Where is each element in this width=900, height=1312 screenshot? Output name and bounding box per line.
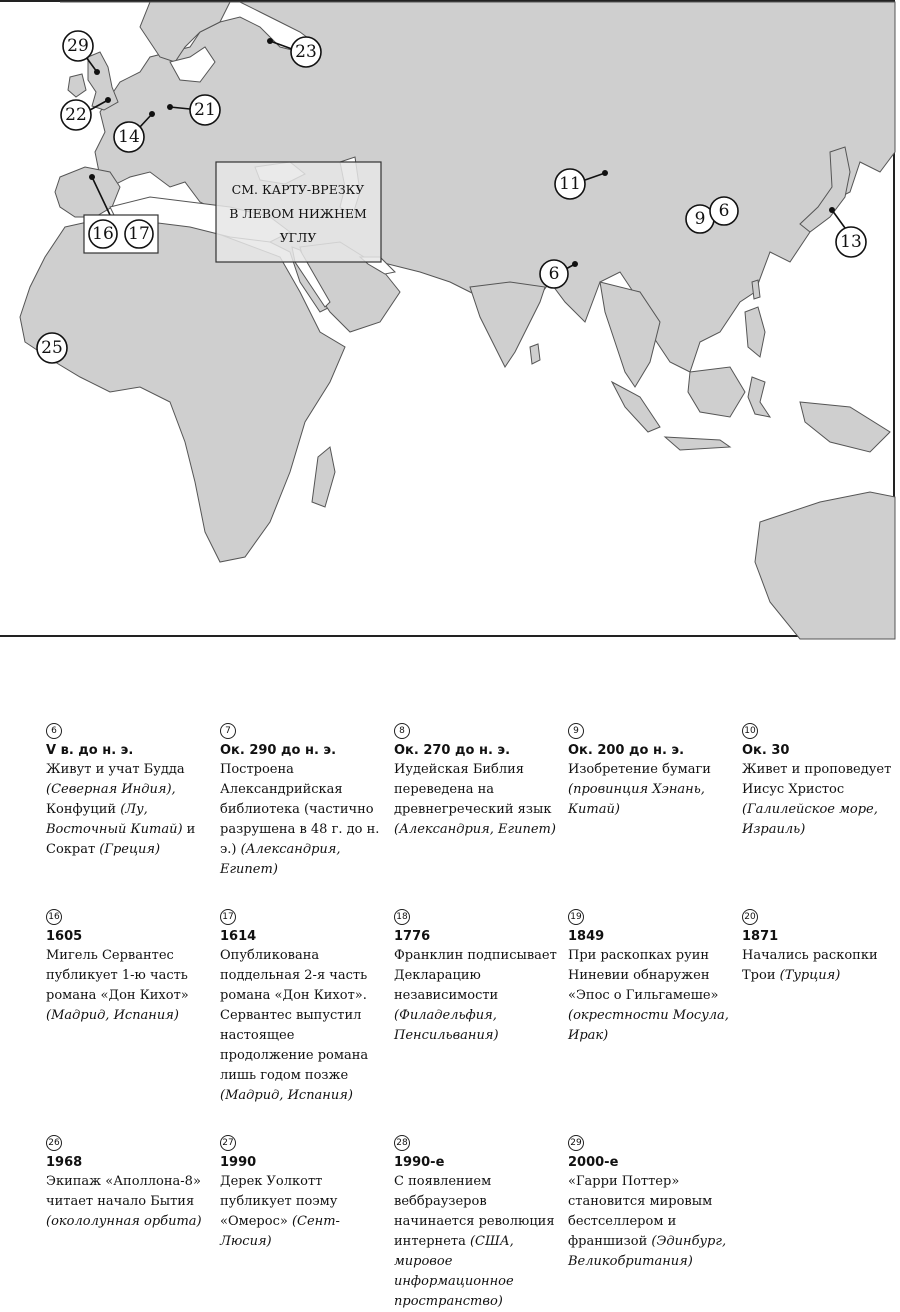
borneo-island xyxy=(688,367,745,417)
svg-text:14: 14 xyxy=(118,127,140,147)
svg-text:УГЛУ: УГЛУ xyxy=(279,230,317,245)
entry-date: Ок. 200 до н. э. xyxy=(568,743,685,758)
entry-description: Дерек Уолкотт публикует поэму «Омерос» (Сент-Люсия) xyxy=(220,1174,340,1249)
entry-date: 2000-е xyxy=(568,1155,619,1170)
entry-description: Иудейская Библия переведена на древнегреческий язык (Александрия, Египет) xyxy=(394,762,556,837)
timeline-entry-28 xyxy=(394,1130,559,1312)
entry-number-badge: 26 xyxy=(46,1135,62,1151)
timeline-entry-8 xyxy=(394,718,559,840)
sulawesi-island xyxy=(748,377,770,417)
entry-date: 1968 xyxy=(46,1155,83,1170)
java-island xyxy=(665,437,730,450)
map-marker-13[interactable] xyxy=(829,207,866,257)
entry-description: Опубликована поддельная 2-я часть романа «Дон Кихот». Сервантес выпустил настоящее продолжение романа лишь годом позже (Мадрид, Испания) xyxy=(220,948,369,1103)
timeline-entry-20 xyxy=(742,904,892,986)
entry-number-badge: 7 xyxy=(220,723,236,739)
entry-description: «Гарри Поттер» становится мировым бестселлером и франшизой (Эдинбург, Великобритания) xyxy=(568,1174,727,1269)
entry-description: Экипаж «Аполлона-8» читает начало Бытия (окололунная орбита) xyxy=(46,1174,202,1229)
timeline-entry-19 xyxy=(568,904,733,1046)
entry-date: 1990 xyxy=(220,1155,257,1170)
svg-text:23: 23 xyxy=(295,42,317,62)
svg-text:6: 6 xyxy=(548,264,560,284)
entry-date: 1871 xyxy=(742,929,779,944)
timeline-entry-27 xyxy=(220,1130,385,1252)
entry-number-badge: 27 xyxy=(220,1135,236,1151)
entry-number-badge: 9 xyxy=(568,723,584,739)
inset-note xyxy=(216,162,381,262)
timeline-entry-6 xyxy=(46,718,211,860)
svg-text:СМ. КАРТУ-ВРЕЗКУ: СМ. КАРТУ-ВРЕЗКУ xyxy=(231,182,365,197)
svg-text:6: 6 xyxy=(718,201,730,221)
entry-date: 1990-е xyxy=(394,1155,445,1170)
australia-landmass xyxy=(755,492,895,639)
svg-text:17: 17 xyxy=(128,224,150,244)
svg-text:В ЛЕВОМ НИЖНЕМ: В ЛЕВОМ НИЖНЕМ xyxy=(229,206,367,221)
svg-text:9: 9 xyxy=(694,209,706,229)
timeline-entry-9 xyxy=(568,718,733,820)
entry-number-badge: 16 xyxy=(46,909,62,925)
sri-lanka-landmass xyxy=(530,344,540,364)
iberia-landmass xyxy=(55,167,120,217)
entry-number-badge: 10 xyxy=(742,723,758,739)
entry-description: Живет и проповедует Иисус Христос (Галилейское море, Израиль) xyxy=(742,762,892,837)
entry-date: 1614 xyxy=(220,929,257,944)
entry-date: 1776 xyxy=(394,929,431,944)
map-marker-25[interactable] xyxy=(37,333,67,363)
entry-number-badge: 28 xyxy=(394,1135,410,1151)
timeline-entry-10 xyxy=(742,718,892,840)
svg-text:16: 16 xyxy=(92,224,114,244)
world-map xyxy=(0,2,895,639)
entry-description: При раскопках руин Ниневии обнаружен «Эпос о Гильгамеше» (окрестности Мосула, Ирак) xyxy=(568,948,729,1043)
entry-number-badge: 20 xyxy=(742,909,758,925)
entry-number-badge: 17 xyxy=(220,909,236,925)
entry-date: V в. до н. э. xyxy=(46,743,134,758)
map-frame xyxy=(0,0,895,637)
entry-number-badge: 29 xyxy=(568,1135,584,1151)
entry-description: С появлением веббраузеров начинается революция интернета (США, мировое информационное пространство) xyxy=(394,1174,555,1309)
entry-date: 1849 xyxy=(568,929,605,944)
entry-date: 1605 xyxy=(46,929,83,944)
svg-text:29: 29 xyxy=(67,36,89,56)
svg-text:11: 11 xyxy=(559,174,581,194)
entry-description: Изобретение бумаги (провинция Хэнань, Китай) xyxy=(568,762,711,817)
map-marker-6-east-china[interactable] xyxy=(710,197,738,225)
entry-date: Ок. 270 до н. э. xyxy=(394,743,511,758)
britain-landmass xyxy=(88,52,118,110)
timeline-entry-7 xyxy=(220,718,385,880)
entry-date: Ок. 30 xyxy=(742,743,790,758)
timeline-entry-29 xyxy=(568,1130,733,1272)
timeline-entry-26 xyxy=(46,1130,211,1232)
entry-number-badge: 6 xyxy=(46,723,62,739)
timeline-entry-17 xyxy=(220,904,385,1106)
entry-number-badge: 19 xyxy=(568,909,584,925)
entry-description: Мигель Сервантес публикует 1-ю часть романа «Дон Кихот» (Мадрид, Испания) xyxy=(46,948,189,1023)
timeline-entry-16 xyxy=(46,904,211,1026)
entry-description: Начались раскопки Трои (Турция) xyxy=(742,948,878,983)
svg-text:21: 21 xyxy=(194,100,216,120)
svg-text:13: 13 xyxy=(840,232,862,252)
svg-text:25: 25 xyxy=(41,338,63,358)
madagascar-landmass xyxy=(312,447,335,507)
entry-description: Франклин подписывает Декларацию независимости (Филадельфия, Пенсильвания) xyxy=(394,948,557,1043)
timeline-entry-18 xyxy=(394,904,559,1046)
taiwan-island xyxy=(752,280,760,299)
entry-number-badge: 8 xyxy=(394,723,410,739)
entry-number-badge: 18 xyxy=(394,909,410,925)
sumatra-island xyxy=(612,382,660,432)
entry-description: Живут и учат Будда (Северная Индия), Конфуций (Лу, Восточный Китай) и Сократ (Греция) xyxy=(46,762,196,857)
philippines-island xyxy=(745,307,765,357)
ireland-landmass xyxy=(68,74,86,97)
map-marker-29[interactable] xyxy=(63,31,100,75)
entry-date: Ок. 290 до н. э. xyxy=(220,743,337,758)
svg-text:22: 22 xyxy=(65,105,87,125)
new-guinea-island xyxy=(800,402,890,452)
entry-description: Построена Александрийская библиотека (частично разрушена в 48 г. до н. э.) (Александрия, Египет) xyxy=(220,762,380,877)
